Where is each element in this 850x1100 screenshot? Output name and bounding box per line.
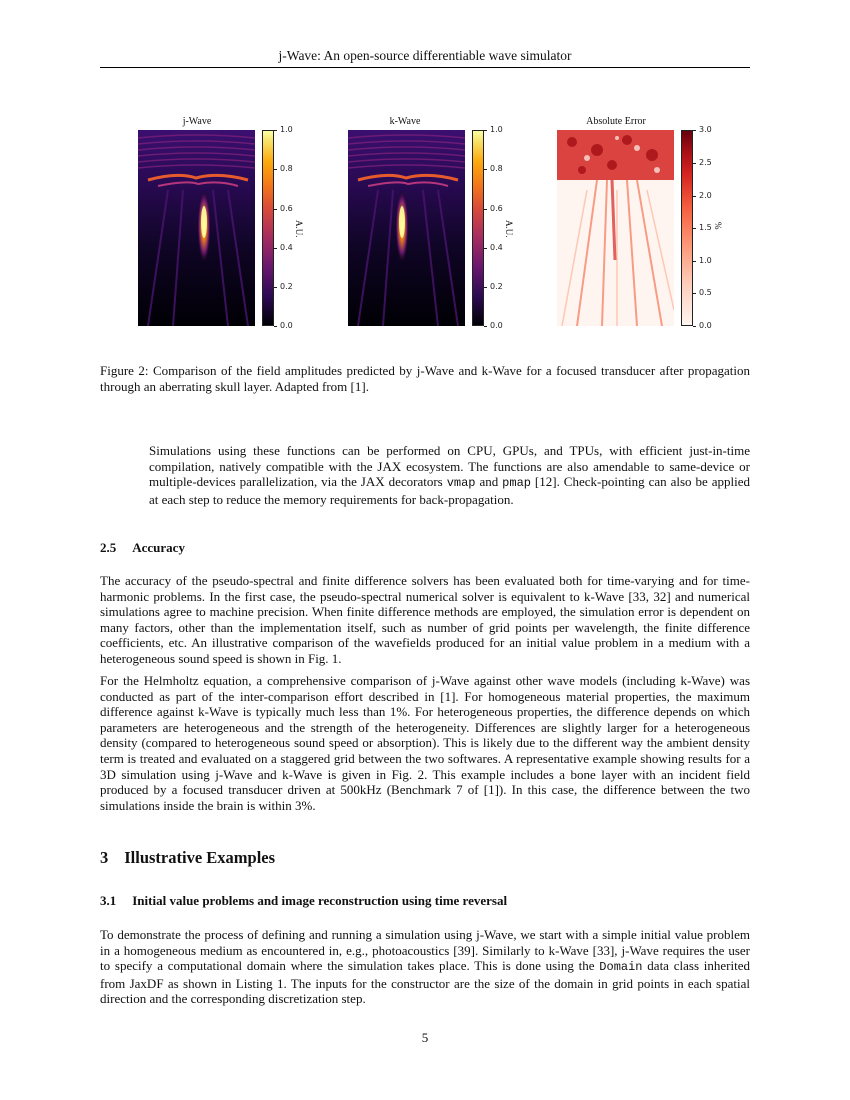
tick: 0.2 [490,282,503,291]
section-number: 3.1 [100,893,117,908]
tick: 0.4 [280,243,293,252]
tick: 0.5 [699,288,712,297]
colorbar-kwave [472,130,484,326]
tick: 1.0 [699,256,712,265]
panel-title-error: Absolute Error [586,116,646,127]
tick: 1.0 [490,125,503,134]
tick: 0.8 [280,164,293,173]
code-domain: Domain [599,960,643,975]
field-image-error [557,130,674,326]
paragraph-simulations [149,443,750,507]
page-number: 5 [421,1030,429,1045]
tick: 0.6 [490,204,503,213]
colorbar-label-kwave: A.U. [504,220,514,238]
tick: 0.8 [490,164,503,173]
running-header: j-Wave: An open-source differentiable wave simulator [100,48,750,68]
section-heading-3 [100,848,291,868]
field-image-jwave [138,130,255,326]
tick: 0.0 [490,321,503,330]
figure-2 [100,112,750,344]
panel-title-jwave: j-Wave [182,116,212,127]
section-heading-3-1 [100,893,523,909]
tick: 2.5 [699,158,712,167]
tick: 2.0 [699,191,712,200]
colorbar-label-jwave: A.U. [294,220,304,238]
section-number: 2.5 [100,540,117,555]
text-segment: To demonstrate the process of defining and running a simulation using j-Wave, we start with a simple initial value problem in a homogeneous medium as encountered in, e.g., photoacoustics [39]. Similarly to k-Wave [33], j-Wave requires the user to specify a computational domain where the simulation takes place. This is done using the [100,927,750,974]
text-segment: Simulations using these functions can be performed on CPU, GPUs, and TPUs, with efficient just-in-time compilation, natively compatible with the JAX ecosystem. The functions are also amendable to same-device or multiple-devices parallelization, via the JAX decorators [149,443,750,490]
section-title: Illustrative Examples [124,848,276,867]
text-segment: data class inherited from JaxDF as shown in Listing 1. The inputs for the constructor are the size of the domain in grid points in each spatial direction and the corresponding discretization step. [100,958,750,1007]
code-vmap: vmap [446,476,476,491]
tick: 0.4 [490,243,503,252]
tick: 1.5 [699,223,712,232]
colorbar-jwave [262,130,274,326]
paragraph-accuracy-1: The accuracy of the pseudo-spectral and finite difference solvers has been evaluated both for time-varying and for time-harmonic problems. In the first case, the pseudo-spectral numerical solver is equivalent to k-Wave [33, 32] and numerical simulations agree to machine precision. When finite difference methods are employed, the simulation error is dependent on many factors, other than the implementation itself, such as number of grid points per wavelength, the finite difference coefficients, etc. An illustrative comparison of the wavefields produced for an initial value problem in a medium with a heterogeneous sound speed is shown in Fig. 1. [100,573,750,666]
tick: 0.0 [699,321,712,330]
colorbar-error [681,130,693,326]
field-image-kwave [348,130,465,326]
section-heading-2-5 [100,540,201,556]
section-number: 3 [100,848,109,867]
tick: 3.0 [699,125,712,134]
text-segment: [12]. Check-pointing can also be applied at each step to reduce the memory requirements for back-propagation. [149,474,750,507]
code-pmap: pmap [502,476,531,491]
panel-title-kwave: k-Wave [389,116,421,127]
tick: 0.2 [280,282,293,291]
tick: 0.6 [280,204,293,213]
paragraph-accuracy-2: For the Helmholtz equation, a comprehensive comparison of j-Wave against other wave models (including k-Wave) was conducted as part of the inter-comparison effort described in [1]. For homogeneous material properties, the maximum difference against k-Wave is typically much less than 1%. For heterogeneous properties, the difference depends on which parameters are heterogeneous and the strength of the heterogeneity. Differences are slightly larger for a heterogeneous density (compared to heterogeneous sound speed or absorption). This is likely due to the different way the ambient density term is treated and evaluated on a staggered grid between the two softwares. A representative example showing results for a 3D simulation using j-Wave and k-Wave is given in Fig. 2. This example includes a bone layer with an incident field produced by a focused transducer driven at 500kHz (Benchmark 7 of [1]). In this case, the difference between the two simulations inside the brain is within 3%. [100,673,750,813]
text-segment: and [475,474,503,490]
tick: 1.0 [280,125,293,134]
section-title: Accuracy [132,540,185,555]
colorbar-label-error: % [713,222,723,230]
tick: 0.0 [280,321,293,330]
figure-caption: Figure 2: Comparison of the field amplitudes predicted by j-Wave and k-Wave for a focused transducer after propagation through an aberrating skull layer. Adapted from [1]. [100,363,750,394]
section-title: Initial value problems and image reconstruction using time reversal [132,893,508,908]
paragraph-illustrative [100,927,750,1007]
